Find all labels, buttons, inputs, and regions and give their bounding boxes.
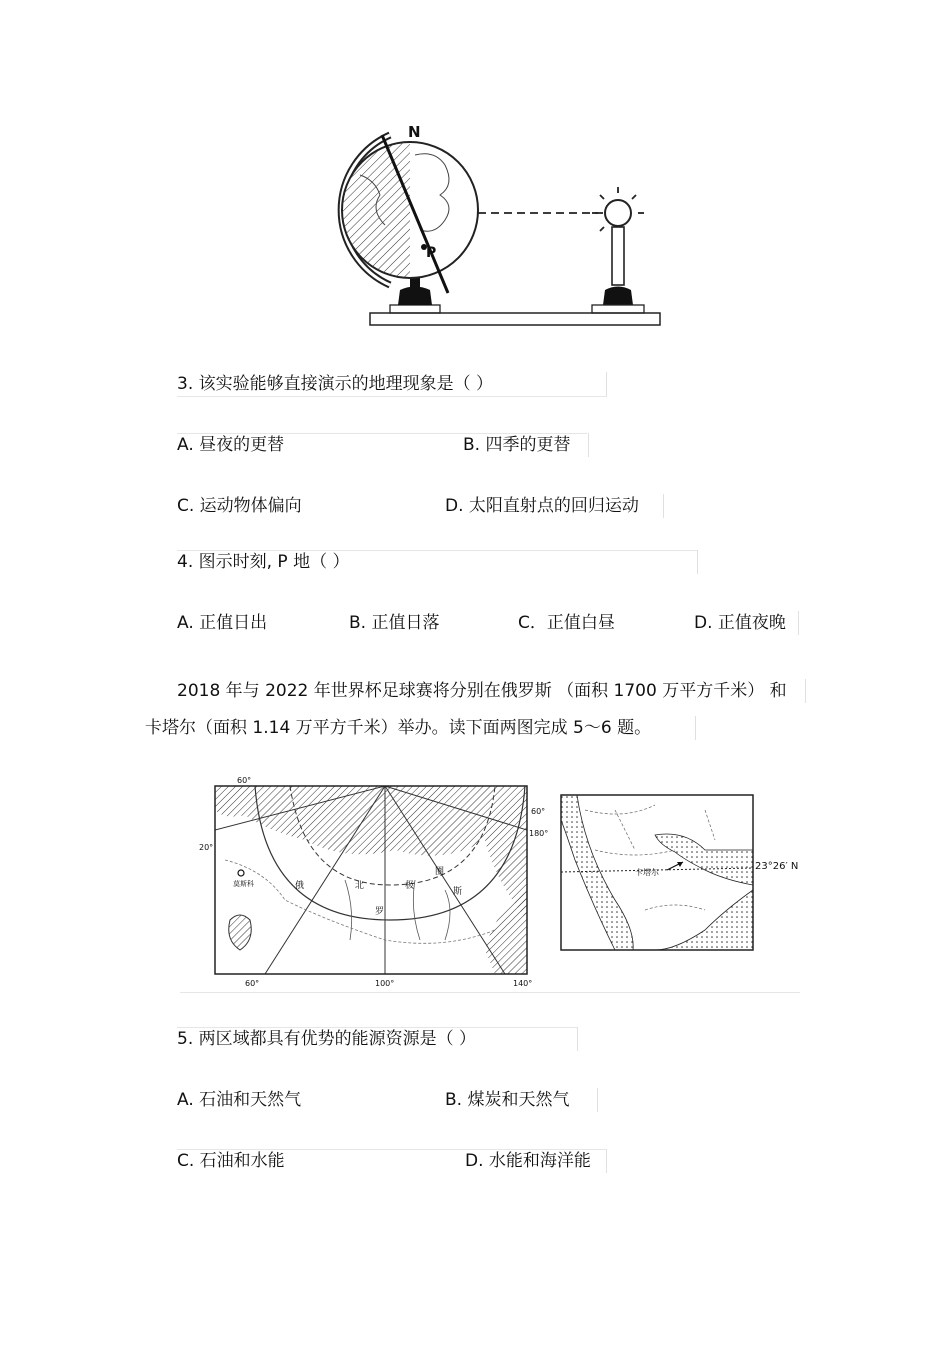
lon-180: 180° bbox=[529, 829, 549, 838]
q4-option-b[interactable]: B. 正值日落 bbox=[349, 613, 440, 633]
q5-option-b[interactable]: B. 煤炭和天然气 bbox=[445, 1090, 570, 1110]
russia-char-3: 斯 bbox=[453, 887, 463, 897]
tropic-label: 23°26′ N bbox=[755, 861, 799, 872]
question-4-stem: 4. 图示时刻, P 地（ ） bbox=[177, 552, 350, 572]
lat-20: 20° bbox=[199, 843, 214, 852]
q4-option-d[interactable]: D. 正值夜晚 bbox=[694, 613, 786, 633]
q3-option-c[interactable]: C. 运动物体偏向 bbox=[177, 496, 302, 516]
lon-top-60: 60° bbox=[237, 776, 252, 785]
question-5-stem: 5. 两区域都具有优势的能源资源是（ ） bbox=[177, 1029, 477, 1049]
q5-option-c[interactable]: C. 石油和水能 bbox=[177, 1151, 285, 1171]
q5-option-a[interactable]: A. 石油和天然气 bbox=[177, 1090, 302, 1110]
globe-stand-plate bbox=[390, 305, 440, 313]
russia-char-1: 俄 bbox=[295, 881, 305, 891]
question-3-stem: 3. 该实验能够直接演示的地理现象是（ ） bbox=[177, 374, 494, 394]
q4-option-c[interactable]: C．正值白昼 bbox=[518, 613, 615, 633]
night-side-shading bbox=[340, 135, 410, 285]
lon-140: 140° bbox=[513, 979, 533, 988]
lon-bottom-60: 60° bbox=[245, 979, 260, 988]
q3-option-b[interactable]: B. 四季的更替 bbox=[463, 435, 571, 455]
polar-label: 极 bbox=[405, 881, 415, 891]
q4-option-a[interactable]: A. 正值日出 bbox=[177, 613, 268, 633]
qatar-label: 卡塔尔 bbox=[635, 868, 659, 877]
base-rail bbox=[370, 313, 660, 325]
q3-option-a[interactable]: A. 昼夜的更替 bbox=[177, 435, 285, 455]
lon-100: 100° bbox=[375, 979, 395, 988]
moscow-label: 莫斯科 bbox=[233, 880, 254, 888]
point-p-label: P bbox=[426, 245, 437, 261]
circle-label: 圈 bbox=[435, 867, 445, 877]
q3-option-d[interactable]: D. 太阳直射点的回归运动 bbox=[445, 496, 639, 516]
qatar-map bbox=[555, 790, 805, 955]
sun-lamp bbox=[592, 187, 644, 313]
north-label: N bbox=[408, 123, 421, 141]
russia-char-2: 罗 bbox=[375, 907, 385, 917]
q5-option-d[interactable]: D. 水能和海洋能 bbox=[465, 1151, 591, 1171]
russia-map bbox=[195, 770, 555, 992]
passage-line-1: 2018 年与 2022 年世界杯足球赛将分别在俄罗斯 （面积 1700 万平方千米） 和 bbox=[177, 681, 787, 701]
arctic-label: 北 bbox=[355, 881, 365, 891]
lat-60: 60° bbox=[531, 807, 546, 816]
globe-experiment-figure bbox=[320, 115, 690, 335]
passage-line-2: 卡塔尔（面积 1.14 万平方千米）举办。读下面两图完成 5～6 题。 bbox=[145, 718, 652, 738]
